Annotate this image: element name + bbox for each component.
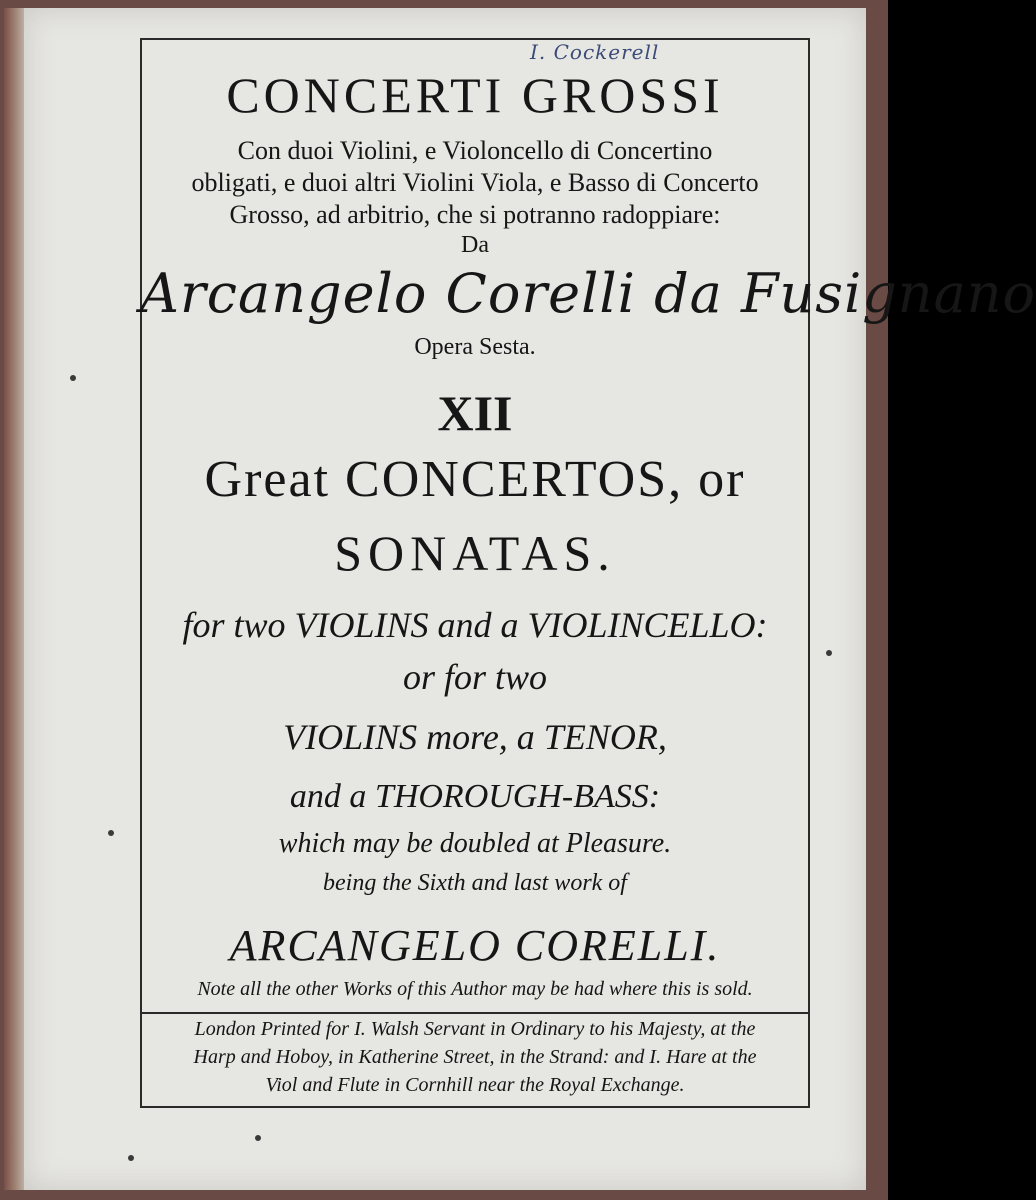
imprint-line-3: Viol and Flute in Cornhill near the Royal Exchange. (265, 1074, 685, 1096)
main-title: CONCERTI GROSSI (226, 67, 724, 123)
instrumentation-line-1: for two VIOLINS and a VIOLINCELLO: (182, 605, 768, 645)
imprint-line-2: Harp and Hoboy, in Katherine Street, in the Strand: and I. Hare at the (193, 1046, 757, 1068)
composer-italian: Arcangelo Corelli da Fusignano (140, 262, 1036, 325)
sonatas-heading: SONATAS. (334, 525, 616, 581)
works-note: Note all the other Works of this Author may be had where this is sold. (197, 978, 753, 1000)
da-label: Da (461, 232, 489, 258)
sixth-work-note: being the Sixth and last work of (323, 870, 627, 896)
composer-name: ARCANGELO CORELLI. (229, 921, 721, 970)
instrumentation-line-2: or for two (402, 657, 548, 697)
great-concertos-heading: Great CONCERTOS, or (204, 451, 746, 508)
paper-speck (108, 830, 114, 836)
paper-speck (70, 375, 76, 381)
paper-speck (128, 1155, 134, 1161)
imprint-line-1: London Printed for I. Walsh Servant in Ordinary to his Majesty, at the (194, 1018, 756, 1040)
opus-label: Opera Sesta. (414, 334, 536, 360)
subtitle-line-1: Con duoi Violini, e Violoncello di Concertino (237, 136, 713, 165)
instrumentation-line-3: VIOLINS more, a TENOR, (283, 717, 667, 757)
instrumentation-line-4: and a THOROUGH-BASS: (289, 778, 661, 815)
paper-speck (826, 650, 832, 656)
owner-signature: I. Cockerell (530, 40, 660, 64)
subtitle-line-2: obligati, e duoi altri Violini Viola, e Basso di Concerto (191, 168, 759, 197)
subtitle-line-3: Grosso, ad arbitrio, che si potranno radoppiare: (229, 200, 721, 229)
doubled-note: which may be doubled at Pleasure. (278, 828, 672, 859)
number-label: XII (437, 385, 513, 441)
paper-speck (255, 1135, 261, 1141)
